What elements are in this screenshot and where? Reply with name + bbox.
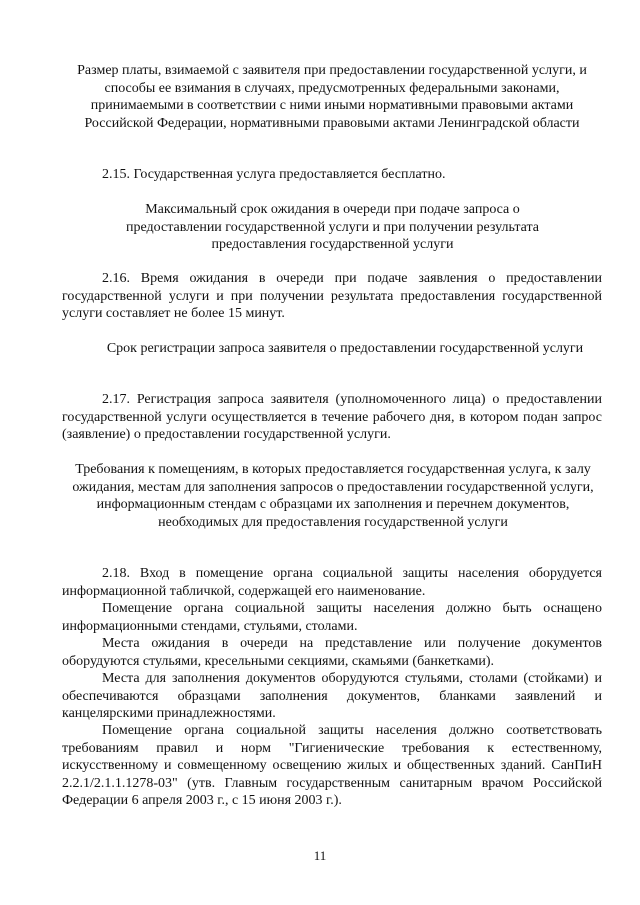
paragraph-2-18-filling: Места для заполнения документов оборудуются стульями, столами (стойками) и обеспечиваются образцами заполнения документов, бланками заявлений и канцелярскими принадлежностями. — [62, 671, 602, 721]
heading-fee: Размер платы, взимаемой с заявителя при предоставлении государственной услуги, и способы ее взимания в случаях, предусмотренных федеральными законами, принимаемыми в соответствии с ними иными нормативными правовыми актами Российской Федерации, нормативными правовыми актами Ленинградской области — [77, 63, 587, 131]
paragraph-2-18-waiting: Места ожидания в очереди на представление или получение документов оборудуются стульями, кресельными секциями, скамьями (банкетками). — [62, 636, 602, 669]
page-number: 11 — [313, 848, 327, 863]
heading-wait-time: Максимальный срок ожидания в очереди при подаче запроса о предоставлении государственной услуги и при получении результата предоставления государственной услуги — [125, 202, 539, 252]
paragraph-2-15: 2.15. Государственная услуга предоставляется бесплатно. — [102, 167, 446, 182]
heading-premises: Требования к помещениям, в которых предоставляется государственная услуга, к залу ожидания, местам для заполнения запросов о предоставлении государственной услуги, информационным стендам с образцами их заполнения и перечнем документов, необходимых для предоставления государственной услуги — [72, 462, 594, 530]
heading-registration: Срок регистрации запроса заявителя о предоставлении государственной услуги — [106, 341, 584, 356]
paragraph-2-16: 2.16. Время ожидания в очереди при подаче заявления о предоставлении государственной услуги и при получении результата предоставления государственной услуги составляет не более 15 минут. — [62, 271, 602, 321]
paragraph-2-18-sanpin: Помещение органа социальной защиты населения должно соответствовать требованиям правил и норм "Гигиенические требования к естественному, искусственному и совмещенному освещению жилых и общественных зданий. СанПиН 2.2.1/2.1.1.1278-03" (утв. Главным государственным санитарным врачом Российской Федерации 6 апреля 2003 г., с 15 июня 2003 г.). — [62, 723, 602, 808]
paragraph-2-18-stands: Помещение органа социальной защиты населения должно быть оснащено информационными стендами, стульями, столами. — [62, 601, 602, 634]
paragraph-2-17: 2.17. Регистрация запроса заявителя (уполномоченного лица) о предоставлении государственной услуги осуществляется в течение рабочего дня, в котором подан запрос (заявление) о предоставлении государственной услуги. — [62, 392, 602, 442]
paragraph-2-18: 2.18. Вход в помещение органа социальной защиты населения оборудуется информационной табличкой, содержащей его наименование. — [62, 566, 602, 599]
